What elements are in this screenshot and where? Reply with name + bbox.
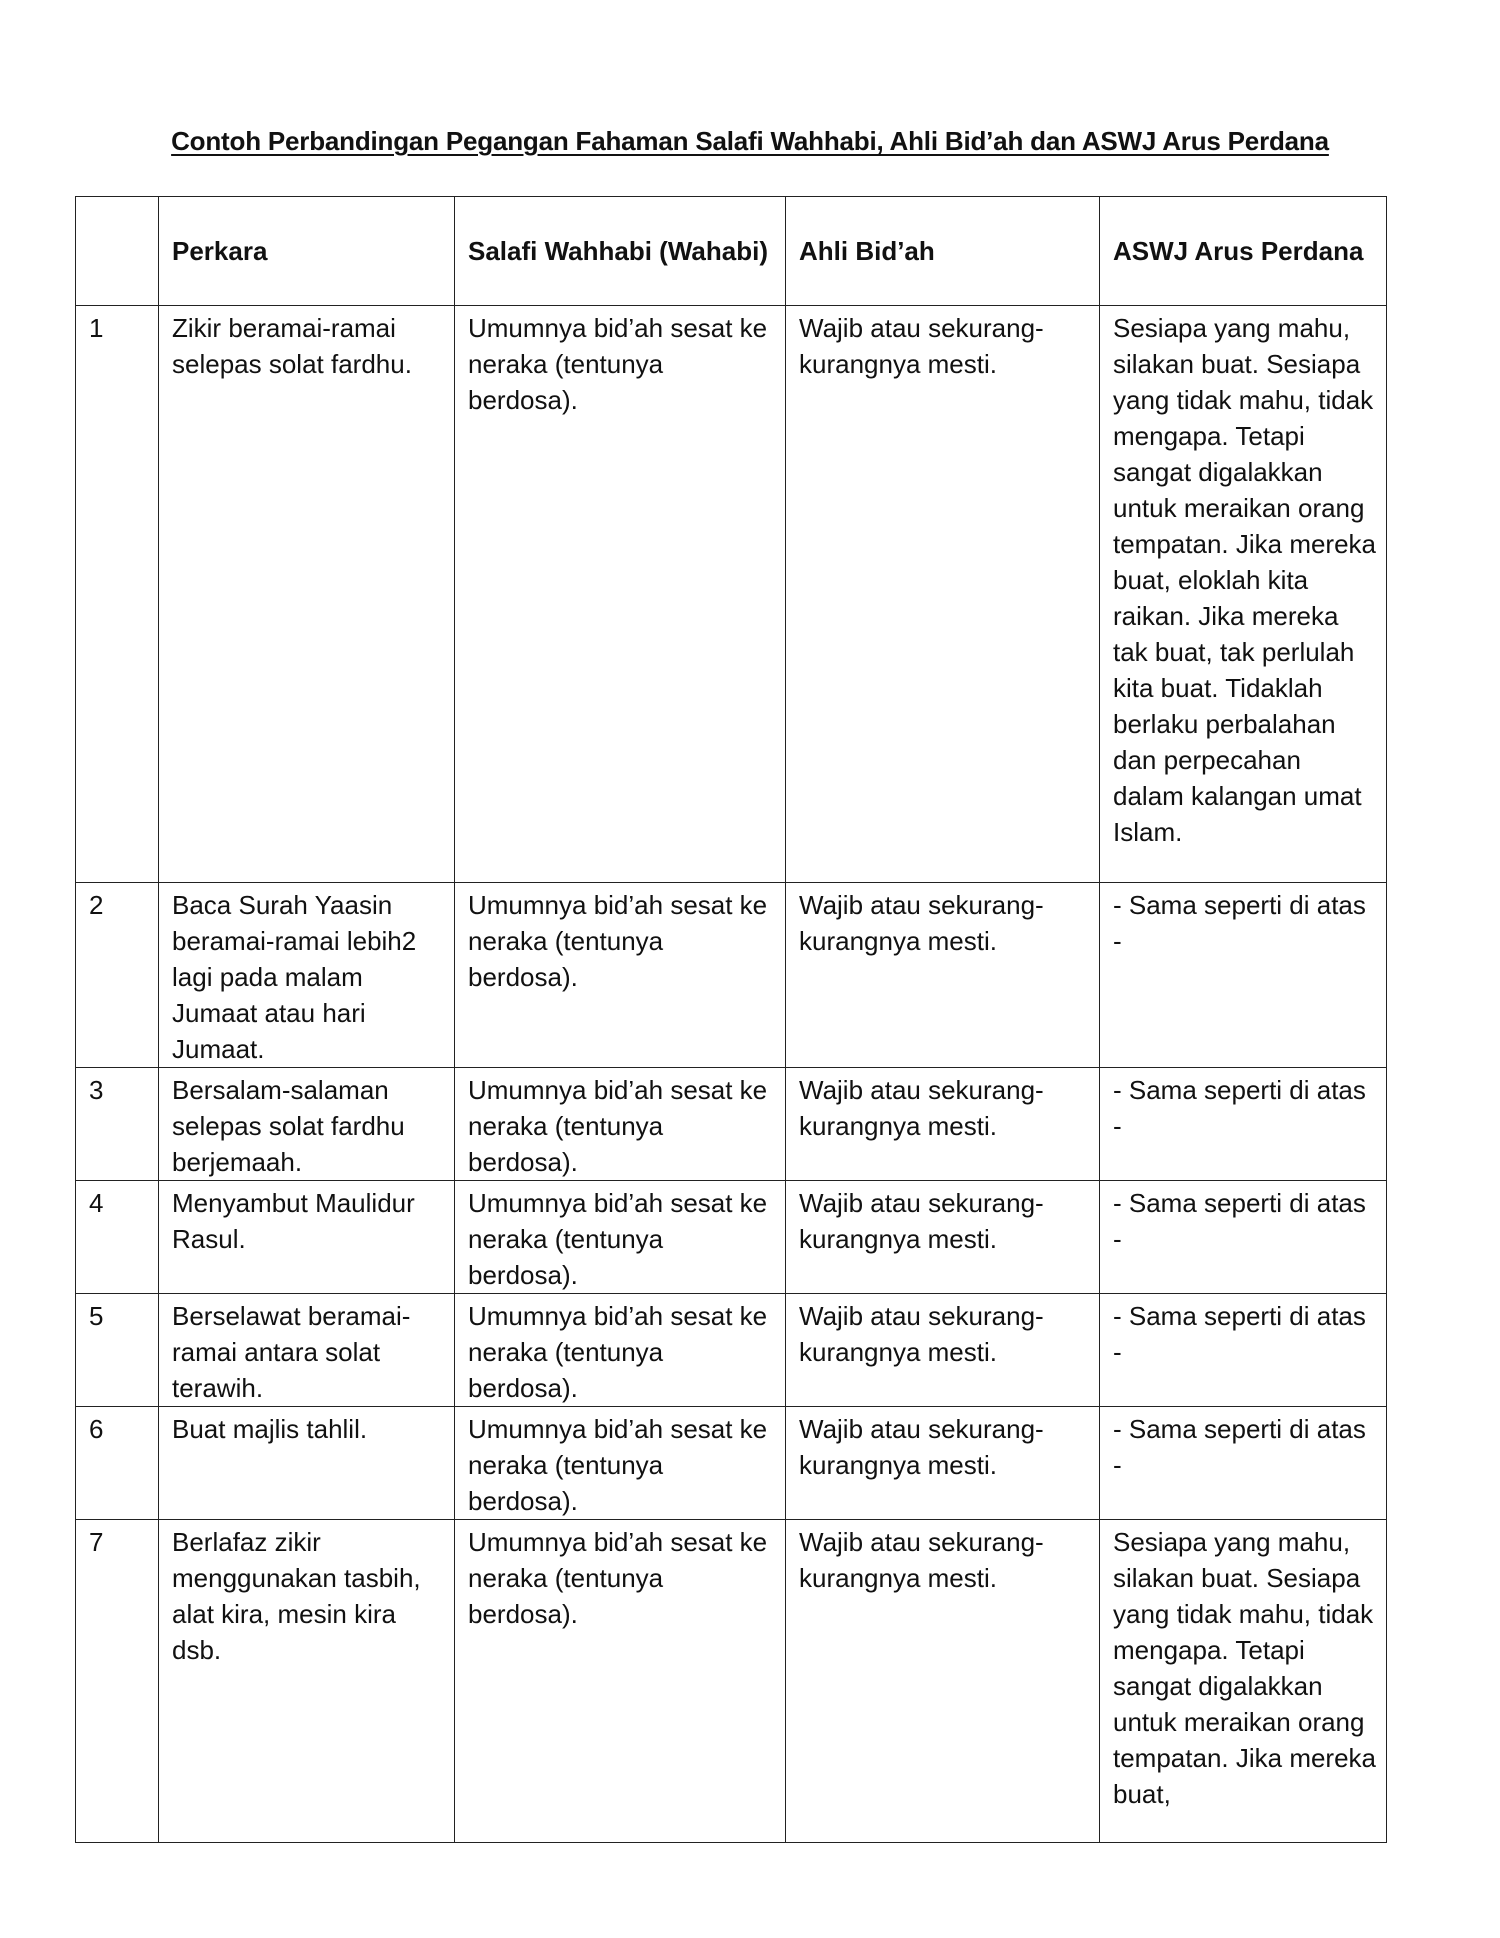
table-row: [76, 1407, 1387, 1520]
table-row: [76, 1294, 1387, 1407]
row-number: 7: [76, 1520, 159, 1843]
cell-perkara: Berselawat beramai-ramai antara solat terawih.: [159, 1294, 455, 1407]
cell-ahli-bidah: Wajib atau sekurang-kurangnya mesti.: [786, 1520, 1100, 1843]
table-row: [76, 306, 1387, 883]
cell-perkara: Buat majlis tahlil.: [159, 1407, 455, 1520]
row-number: 4: [76, 1181, 159, 1294]
cell-aswj: - Sama seperti di atas -: [1100, 1068, 1387, 1181]
table-row: [76, 1520, 1387, 1843]
row-number: 1: [76, 306, 159, 883]
cell-ahli-bidah: Wajib atau sekurang-kurangnya mesti.: [786, 1181, 1100, 1294]
cell-salafi: Umumnya bid’ah sesat ke neraka (tentunya berdosa).: [455, 306, 786, 883]
table-row: [76, 1181, 1387, 1294]
cell-aswj: - Sama seperti di atas -: [1100, 1181, 1387, 1294]
header-perkara: Perkara: [159, 197, 455, 306]
cell-ahli-bidah: Wajib atau sekurang-kurangnya mesti.: [786, 306, 1100, 883]
row-number: 5: [76, 1294, 159, 1407]
row-number: 2: [76, 883, 159, 1068]
cell-perkara: Baca Surah Yaasin beramai-ramai lebih2 lagi pada malam Jumaat atau hari Jumaat.: [159, 883, 455, 1068]
header-aswj: ASWJ Arus Perdana: [1100, 197, 1387, 306]
header-salafi-wahhabi: Salafi Wahhabi (Wahabi): [455, 197, 786, 306]
row-number: 3: [76, 1068, 159, 1181]
cell-ahli-bidah: Wajib atau sekurang-kurangnya mesti.: [786, 1294, 1100, 1407]
cell-salafi: Umumnya bid’ah sesat ke neraka (tentunya berdosa).: [455, 1294, 786, 1407]
cell-salafi: Umumnya bid’ah sesat ke neraka (tentunya berdosa).: [455, 1520, 786, 1843]
cell-aswj: Sesiapa yang mahu, silakan buat. Sesiapa yang tidak mahu, tidak mengapa. Tetapi sangat digalakkan untuk meraikan orang tempatan. Jika mereka buat, eloklah kita raikan. Jika mereka tak buat, tak perlulah kita buat. Tidaklah berlaku perbalahan dan perpecahan dalam kalangan umat Islam.: [1100, 306, 1387, 883]
comparison-table: [75, 196, 1387, 1843]
table-row: [76, 883, 1387, 1068]
cell-aswj: - Sama seperti di atas -: [1100, 1407, 1387, 1520]
cell-ahli-bidah: Wajib atau sekurang-kurangnya mesti.: [786, 1068, 1100, 1181]
row-number: 6: [76, 1407, 159, 1520]
cell-perkara: Bersalam-salaman selepas solat fardhu berjemaah.: [159, 1068, 455, 1181]
cell-salafi: Umumnya bid’ah sesat ke neraka (tentunya berdosa).: [455, 883, 786, 1068]
document-title: Contoh Perbandingan Pegangan Fahaman Salafi Wahhabi, Ahli Bid’ah dan ASWJ Arus Perdana: [171, 126, 1329, 156]
cell-perkara: Zikir beramai-ramai selepas solat fardhu.: [159, 306, 455, 883]
cell-aswj: - Sama seperti di atas -: [1100, 1294, 1387, 1407]
cell-perkara: Menyambut Maulidur Rasul.: [159, 1181, 455, 1294]
cell-aswj: Sesiapa yang mahu, silakan buat. Sesiapa yang tidak mahu, tidak mengapa. Tetapi sangat digalakkan untuk meraikan orang tempatan. Jika mereka buat,: [1100, 1520, 1387, 1843]
cell-salafi: Umumnya bid’ah sesat ke neraka (tentunya berdosa).: [455, 1181, 786, 1294]
cell-ahli-bidah: Wajib atau sekurang-kurangnya mesti.: [786, 883, 1100, 1068]
cell-salafi: Umumnya bid’ah sesat ke neraka (tentunya berdosa).: [455, 1068, 786, 1181]
table-header-row: [76, 197, 1387, 306]
cell-aswj: - Sama seperti di atas -: [1100, 883, 1387, 1068]
cell-ahli-bidah: Wajib atau sekurang-kurangnya mesti.: [786, 1407, 1100, 1520]
header-ahli-bidah: Ahli Bid’ah: [786, 197, 1100, 306]
table-row: [76, 1068, 1387, 1181]
header-number: [76, 197, 159, 306]
cell-perkara: Berlafaz zikir menggunakan tasbih, alat kira, mesin kira dsb.: [159, 1520, 455, 1843]
cell-salafi: Umumnya bid’ah sesat ke neraka (tentunya berdosa).: [455, 1407, 786, 1520]
